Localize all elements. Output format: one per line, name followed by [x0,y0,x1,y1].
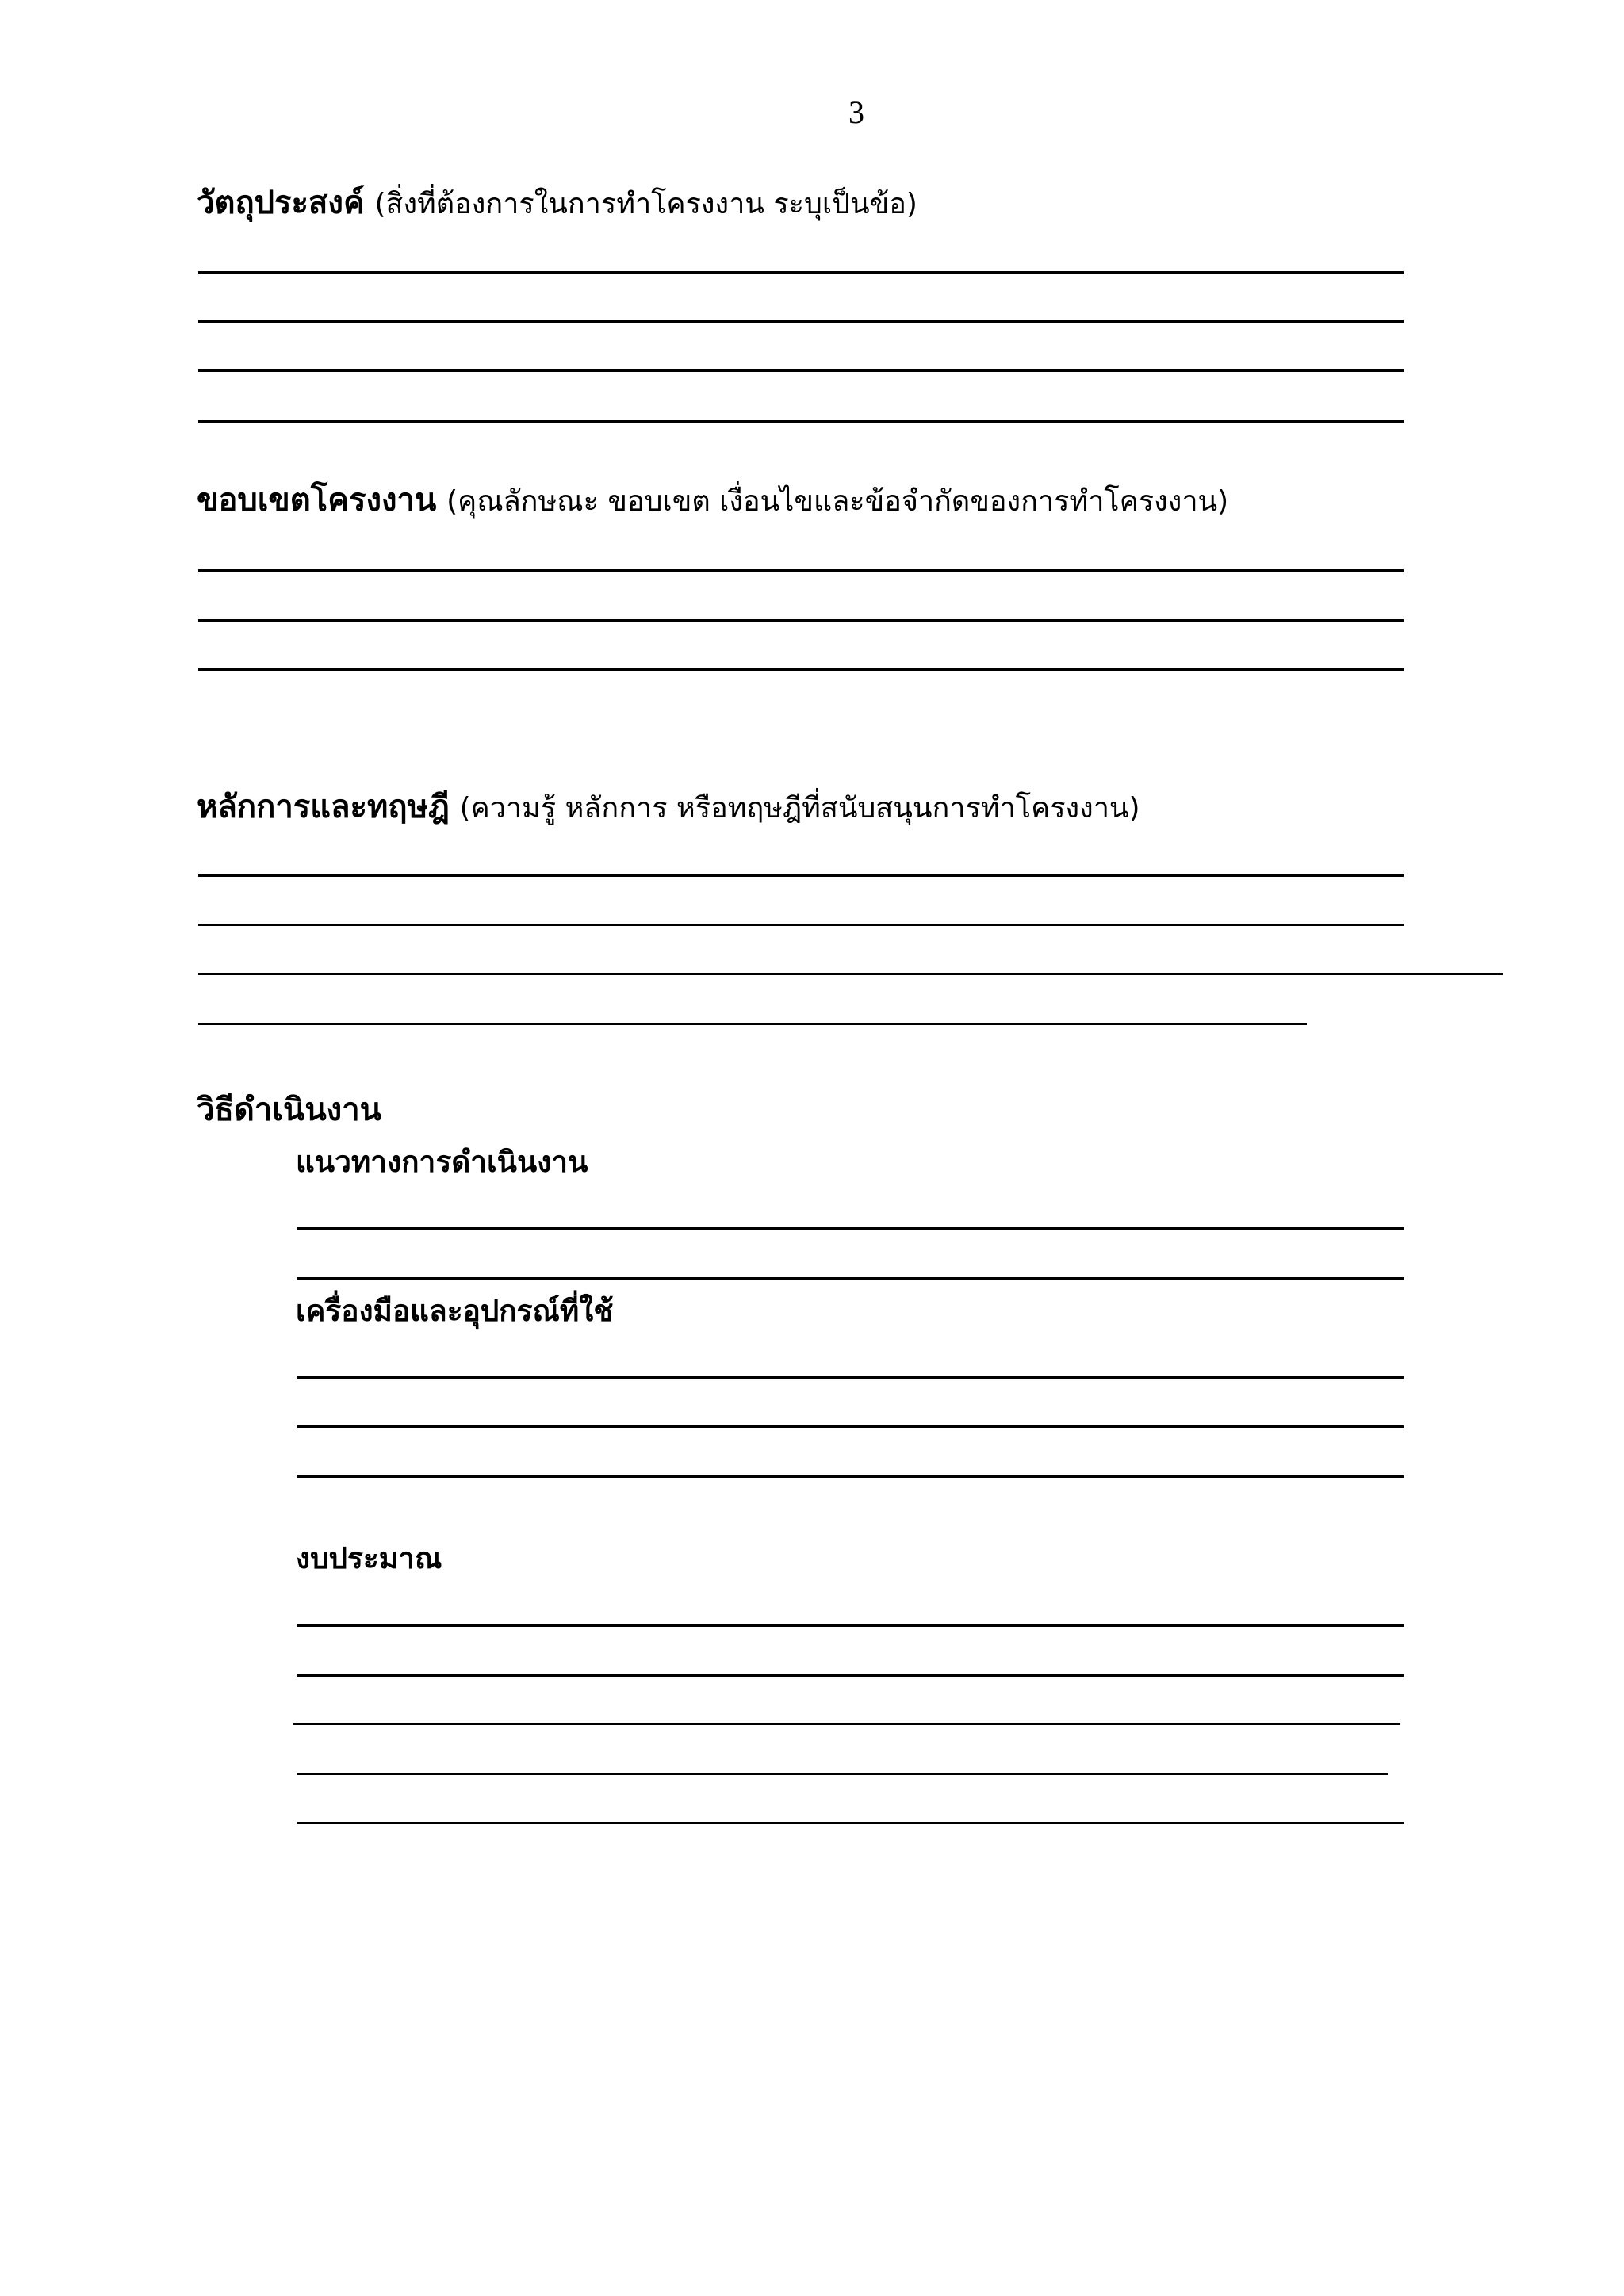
tools-subheading: เครื่องมือและอุปกรณ์ที่ใช้ [296,1294,614,1328]
budget-line-1[interactable] [297,1624,1404,1627]
objectives-heading [197,181,917,227]
scope-line-3[interactable] [198,668,1404,671]
approach-line-2[interactable] [297,1277,1404,1280]
scope-line-2[interactable] [198,619,1404,622]
theory-description: (ความรู้ หลักการ หรือทฤษฎีที่สนับสนุนการทำโครงงาน) [459,792,1140,825]
theory-heading [197,785,1140,831]
objectives-line-4[interactable] [198,420,1404,423]
approach-line-1[interactable] [297,1227,1404,1230]
objectives-line-2[interactable] [198,320,1404,323]
theory-title: หลักการและทฤษฎี [197,789,450,825]
budget-line-4[interactable] [297,1773,1388,1775]
tools-line-1[interactable] [297,1376,1404,1379]
budget-line-3[interactable] [293,1723,1400,1725]
objectives-description: (สิ่งที่ต้องการในการทำโครงงาน ระบุเป็นข้อ) [374,188,917,220]
page-number: 3 [848,94,864,130]
methodology-heading [197,1088,381,1132]
scope-line-1[interactable] [198,569,1404,572]
scope-title: ขอบเขตโครงงาน [197,482,437,519]
theory-line-3[interactable] [198,973,1503,975]
theory-line-2[interactable] [198,924,1404,926]
tools-line-3[interactable] [297,1475,1404,1478]
budget-subheading: งบประมาณ [296,1541,442,1575]
theory-line-1[interactable] [198,874,1404,877]
theory-line-4[interactable] [198,1023,1307,1025]
objectives-title: วัตถุประสงค์ [197,185,365,221]
objectives-line-1[interactable] [198,271,1404,274]
approach-subheading: แนวทางการดำเนินงาน [296,1145,588,1179]
objectives-line-3[interactable] [198,369,1404,372]
tools-line-2[interactable] [297,1425,1404,1428]
scope-heading [197,478,1228,524]
budget-line-2[interactable] [297,1674,1404,1677]
budget-line-5[interactable] [297,1822,1404,1824]
methodology-title: วิธีดำเนินงาน [197,1092,382,1128]
scope-description: (คุณลักษณะ ขอบเขต เงื่อนไขและข้อจำกัดของการทำโครงงาน) [446,485,1229,518]
